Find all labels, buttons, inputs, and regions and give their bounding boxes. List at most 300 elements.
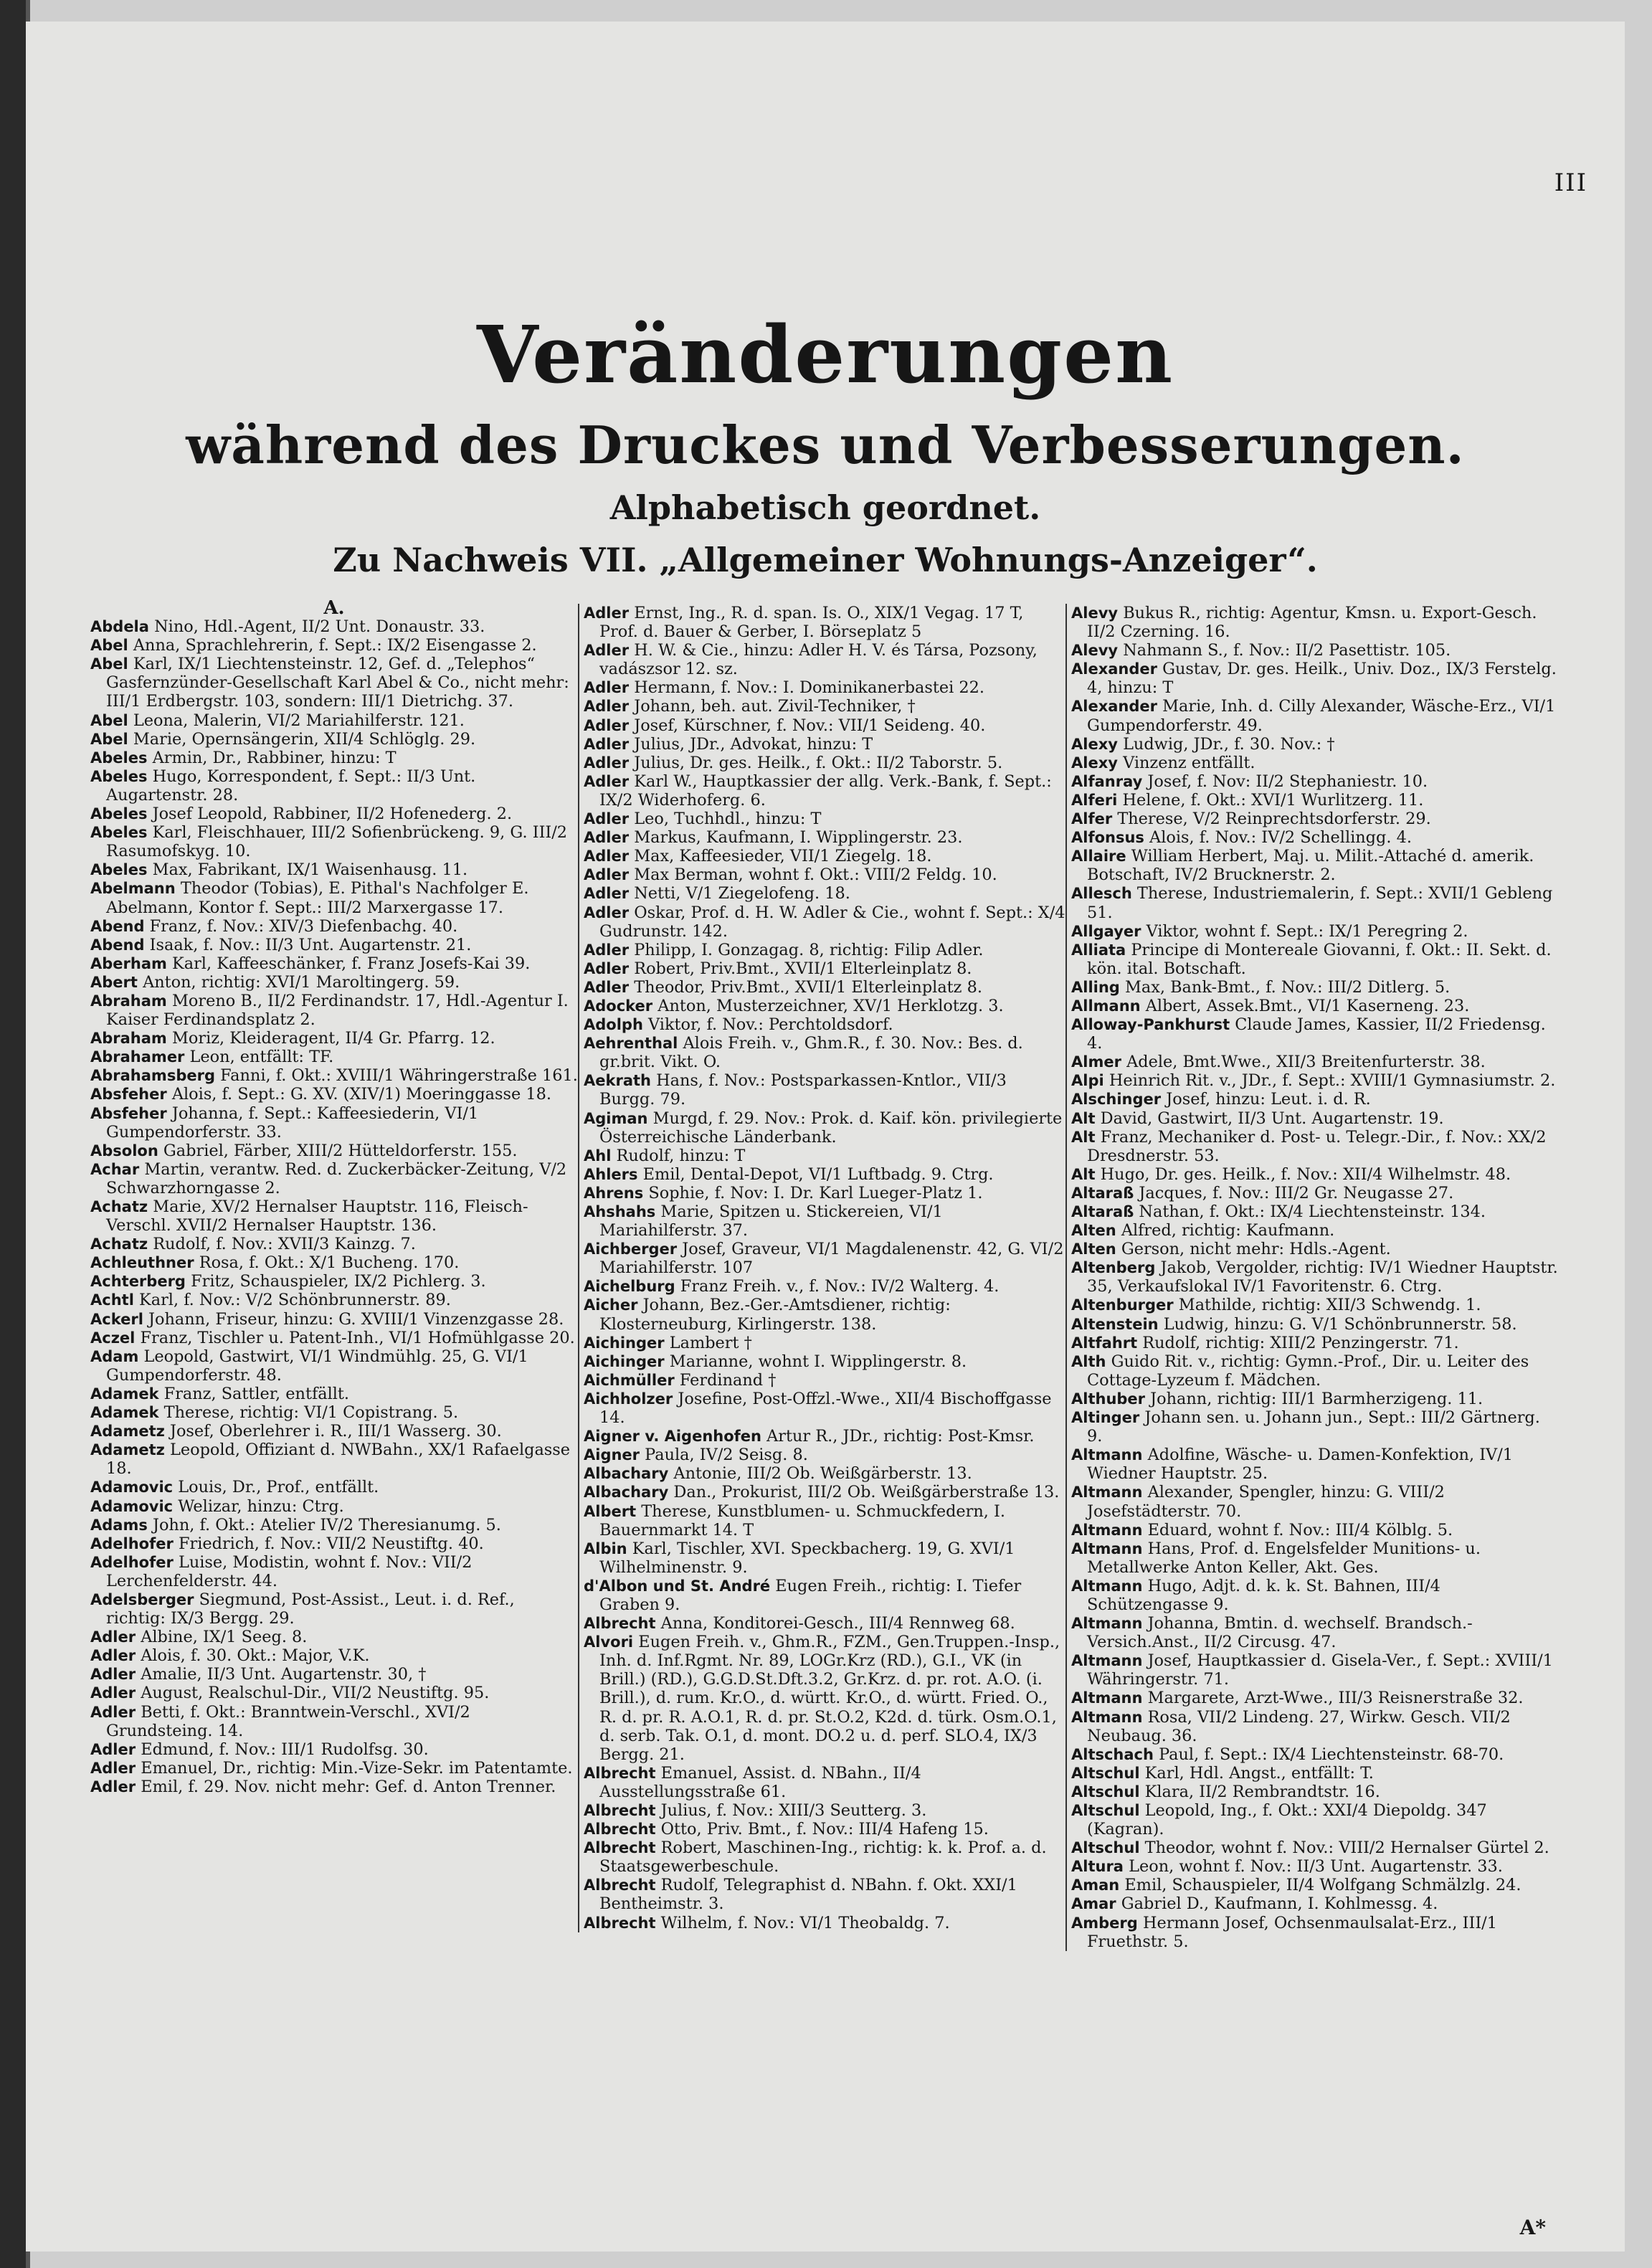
entry-surname: Adler (90, 1647, 136, 1665)
entry-details: Johann, beh. aut. Zivil-Techniker, † (634, 697, 916, 716)
entry-details: Welizar, hinzu: Ctrg. (178, 1496, 344, 1516)
directory-entry (1071, 941, 1559, 978)
entry-surname: Agiman (584, 1109, 648, 1127)
entry-surname: Absfeher (90, 1104, 167, 1122)
entry-details: Jacques, f. Nov.: III/2 Gr. Neugasse 27. (1139, 1183, 1454, 1202)
directory-entry (90, 805, 578, 823)
entry-surname: Allmann (1071, 997, 1141, 1015)
signature-mark: A* (1519, 2216, 1546, 2239)
entry-surname: Adler (584, 735, 630, 753)
entry-details: Emil, f. 29. Nov. nicht mehr: Gef. d. Anton Trenner. (141, 1777, 556, 1796)
directory-entry (584, 1147, 1065, 1165)
entry-surname: Altschul (1071, 1783, 1140, 1800)
entry-details: Bukus R., richtig: Agentur, Kmsn. u. Export-Gesch. II/2 Czerning. 16. (1087, 604, 1537, 642)
entry-details: Albert, Assek.Bmt., VI/1 Kaserneng. 23. (1145, 996, 1470, 1015)
directory-entry (90, 1759, 578, 1778)
directory-entry (1071, 1894, 1559, 1913)
directory-entry (1071, 1315, 1559, 1334)
entry-details: Wilhelm, f. Nov.: VI/1 Theobaldg. 7. (660, 1913, 950, 1932)
entry-surname: Alten (1071, 1240, 1116, 1258)
directory-entry (584, 1184, 1065, 1202)
directory-entry (1071, 1689, 1559, 1707)
entry-surname: Aekrath (584, 1072, 651, 1090)
entry-details: Josef, Graveur, VI/1 Magdalenenstr. 42, G. VI/2 Mariahilferstr. 107 (599, 1240, 1064, 1278)
directory-entry (1071, 1745, 1559, 1764)
entry-details: Rudolf, richtig: XIII/2 Penzingerstr. 71. (1142, 1333, 1459, 1352)
entry-details: Leon, entfällt: TF. (189, 1048, 334, 1067)
directory-entry (1071, 1015, 1559, 1053)
directory-entry (584, 959, 1065, 978)
entry-details: Josef, Hauptkassier d. Gisela-Ver., f. Sept.: XVIII/1 Währingerstr. 71. (1087, 1651, 1553, 1689)
entry-details: Viktor, wohnt f. Sept.: IX/1 Peregring 2. (1146, 921, 1468, 941)
directory-entry (584, 1240, 1065, 1277)
entry-surname: Adams (90, 1516, 148, 1534)
entry-surname: Abeles (90, 767, 148, 785)
entry-surname: Adelsberger (90, 1590, 194, 1608)
entry-surname: Adler (584, 772, 630, 790)
entry-details: Hugo, Dr. ges. Heilk., f. Nov.: XII/4 Wilhelmstr. 48. (1100, 1164, 1511, 1184)
directory-entry (90, 1048, 578, 1066)
entry-details: Johanna, Bmtin. d. wechself. Brandsch.-Versich.Anst., II/2 Circusg. 47. (1087, 1614, 1473, 1652)
directory-entry (90, 1441, 578, 1478)
entry-details: Eugen Freih., richtig: I. Tiefer Graben 9. (599, 1576, 1022, 1614)
entry-details: Oskar, Prof. d. H. W. Adler & Cie., wohnt f. Sept.: X/4 Gudrunstr. 142. (599, 903, 1065, 941)
entry-details: Emanuel, Dr., richtig: Min.-Vize-Sekr. im Patentamte. (141, 1758, 573, 1778)
entry-surname: Adler (584, 941, 630, 959)
entry-surname: Aberham (90, 954, 167, 972)
directory-entry (90, 1703, 578, 1740)
entry-details: Nino, Hdl.-Agent, II/2 Unt. Donaustr. 33. (154, 617, 485, 637)
entry-details: Leon, wohnt f. Nov.: II/3 Unt. Augartenstr. 33. (1129, 1857, 1503, 1876)
entry-surname: Adler (90, 1666, 136, 1684)
entry-details: Adolfine, Wäsche- u. Damen-Konfektion, IV/1 Wiedner Hauptstr. 25. (1087, 1446, 1514, 1484)
entry-details: Albine, IX/1 Seeg. 8. (141, 1628, 308, 1647)
directory-entry (584, 1277, 1065, 1296)
directory-entry (1071, 1071, 1559, 1090)
directory-entry (584, 847, 1065, 865)
entry-surname: Abrahamer (90, 1048, 185, 1066)
entry-surname: Albachary (584, 1465, 669, 1483)
directory-entry (90, 1310, 578, 1329)
entry-surname: Abeles (90, 749, 148, 767)
entry-surname: Adolph (584, 1016, 643, 1034)
entry-surname: Adler (584, 829, 630, 847)
entry-details: Gerson, nicht mehr: Hdls.-Agent. (1121, 1240, 1391, 1259)
directory-entry (584, 1539, 1065, 1577)
directory-entry (584, 1838, 1065, 1876)
entry-details: Adele, Bmt.Wwe., XII/3 Breitenfurterstr. 38. (1126, 1053, 1486, 1072)
entry-details: Karl, Fleischhauer, III/2 Sofienbrückeng. 9, G. III/2 Rasumofskyg. 10. (106, 823, 568, 861)
entry-surname: Adler (90, 1740, 136, 1758)
entry-surname: Altenberg (1071, 1259, 1156, 1277)
entry-surname: Achatz (90, 1235, 148, 1253)
entry-surname: Alloway-Pankhurst (1071, 1016, 1230, 1034)
directory-entry (1071, 754, 1559, 772)
entry-surname: Amberg (1071, 1914, 1138, 1932)
entry-surname: Aczel (90, 1329, 136, 1347)
entry-details: Guido Rit. v., richtig: Gymn.-Prof., Dir. u. Leiter des Cottage-Lyzeum f. Mädchen. (1087, 1352, 1529, 1390)
entry-surname: Albrecht (584, 1876, 656, 1894)
entry-surname: Adler (584, 679, 630, 697)
entry-details: Marie, Spitzen u. Stickereien, VI/1 Mariahilferstr. 37. (599, 1202, 943, 1240)
directory-entry (1071, 922, 1559, 941)
entry-surname: Adler (584, 698, 630, 716)
directory-entry (1071, 1483, 1559, 1520)
entry-surname: Aichberger (584, 1240, 678, 1258)
entry-surname: Alling (1071, 978, 1120, 996)
directory-entry (584, 1202, 1065, 1240)
entry-surname: Alliata (1071, 941, 1126, 959)
entry-surname: Abeles (90, 824, 148, 842)
directory-entry (584, 884, 1065, 903)
reference-heading: Zu Nachweis VII. „Allgemeiner Wohnungs-Anzeiger“. (333, 541, 1318, 579)
directory-entry (90, 860, 578, 879)
entry-details: Theodor, wohnt f. Nov.: VIII/2 Hernalser Gürtel 2. (1144, 1838, 1549, 1858)
entry-surname: Aicher (584, 1296, 638, 1314)
entry-surname: Adler (584, 604, 630, 622)
directory-entry (584, 1352, 1065, 1371)
section-letter: A. (323, 597, 345, 619)
directory-entry (584, 941, 1065, 959)
page-number: III (1554, 169, 1587, 197)
entry-surname: Adler (584, 642, 630, 660)
entry-surname: Adler (90, 1628, 136, 1646)
entry-details: Louis, Dr., Prof., entfällt. (178, 1478, 379, 1497)
entry-surname: Albrecht (584, 1839, 656, 1857)
directory-entry (1071, 1521, 1559, 1539)
entry-details: Max, Fabrikant, IX/1 Waisenhausg. 11. (152, 860, 468, 880)
entry-details: Robert, Maschinen-Ing., richtig: k. k. Prof. a. d. Staatsgewerbeschule. (599, 1838, 1047, 1876)
entry-details: Nahmann S., f. Nov.: II/2 Pasettistr. 105. (1123, 641, 1451, 660)
entry-details: Josef, Oberlehrer i. R., III/1 Wasserg. 30. (169, 1422, 502, 1441)
entry-surname: Achleuthner (90, 1254, 194, 1272)
directory-entry (584, 1820, 1065, 1838)
entry-details: Eduard, wohnt f. Nov.: III/4 Kölblg. 5. (1147, 1520, 1453, 1539)
directory-entry (90, 1272, 578, 1291)
entry-details: Karl W., Hauptkassier der allg. Verk.-Bank, f. Sept.: IX/2 Widerhoferg. 6. (599, 772, 1052, 810)
entry-surname: Ahrens (584, 1184, 644, 1202)
entry-surname: Altenburger (1071, 1296, 1174, 1314)
directory-entry (90, 1329, 578, 1347)
directory-entry (90, 1029, 578, 1048)
directory-entry (584, 1296, 1065, 1333)
entry-surname: Abend (90, 936, 145, 954)
entry-surname: Abraham (90, 992, 167, 1010)
entry-surname: Abel (90, 730, 128, 748)
entry-details: Leopold, Ing., f. Okt.: XXI/4 Diepoldg. 347 (Kagran). (1087, 1801, 1487, 1839)
entry-surname: Albachary (584, 1484, 669, 1501)
directory-entry (584, 1464, 1065, 1483)
entry-surname: Aehrenthal (584, 1035, 678, 1053)
directory-entry (90, 1478, 578, 1496)
entry-surname: Alfer (1071, 810, 1113, 828)
directory-entry (1071, 1053, 1559, 1071)
entry-surname: Achatz (90, 1198, 148, 1215)
entry-details: Lambert † (669, 1333, 752, 1352)
entry-details: Ferdinand † (679, 1370, 777, 1390)
directory-entry (1071, 997, 1559, 1015)
directory-entry (1071, 1838, 1559, 1857)
directory-entry (90, 1197, 578, 1235)
entry-surname: Altschul (1071, 1802, 1140, 1819)
entry-surname: Adelhofer (90, 1534, 174, 1552)
entry-details: Johann, Friseur, hinzu: G. XVIII/1 Vinzenzgasse 28. (148, 1309, 564, 1329)
entry-details: Friedrich, f. Nov.: VII/2 Neustiftg. 40. (178, 1534, 484, 1553)
entry-surname: Ackerl (90, 1310, 143, 1328)
directory-entry (1071, 1390, 1559, 1408)
entry-details: Vinzenz entfällt. (1123, 753, 1255, 772)
entry-surname: Alevy (1071, 604, 1119, 622)
entry-surname: Allgayer (1071, 922, 1141, 940)
directory-entry (90, 730, 578, 749)
entry-surname: Allesch (1071, 885, 1132, 903)
entry-details: Ernst, Ing., R. d. span. Is. O., XIX/1 Vegag. 17 T, Prof. d. Bauer & Gerber, I. Börseplatz 5 (599, 604, 1024, 642)
entry-surname: Adler (90, 1759, 136, 1777)
directory-entry (584, 716, 1065, 735)
directory-entry (1071, 1258, 1559, 1296)
entry-details: Viktor, f. Nov.: Perchtoldsdorf. (648, 1015, 893, 1035)
entry-surname: Achtl (90, 1291, 134, 1309)
entry-details: Anton, richtig: XVI/1 Maroltingerg. 59. (143, 972, 460, 992)
entry-details: Fritz, Schauspieler, IX/2 Pichlerg. 3. (191, 1272, 486, 1291)
directory-entry (1071, 735, 1559, 754)
entry-details: Josef, hinzu: Leut. i. d. R. (1166, 1090, 1371, 1109)
directory-entry (1071, 1408, 1559, 1446)
entry-surname: Absolon (90, 1142, 158, 1159)
entry-details: Emil, Dental-Depot, VI/1 Luftbadg. 9. Ctrg. (642, 1164, 994, 1184)
directory-entry (90, 1684, 578, 1702)
directory-entry (1071, 1914, 1559, 1951)
directory-entry (1071, 1296, 1559, 1314)
entry-surname: Achar (90, 1160, 140, 1178)
directory-entry (584, 997, 1065, 1015)
directory-entry (90, 636, 578, 655)
entry-surname: Almer (1071, 1053, 1121, 1071)
entry-surname: Altmann (1071, 1446, 1143, 1464)
entry-surname: Adam (90, 1347, 139, 1365)
entry-details: Martin, verantw. Red. d. Zuckerbäcker-Zeitung, V/2 Schwarzhorngasse 2. (106, 1159, 567, 1197)
entry-surname: Albrecht (584, 1821, 656, 1838)
entry-details: Moriz, Kleideragent, II/4 Gr. Pfarrg. 12. (171, 1029, 495, 1048)
directory-entry (90, 1422, 578, 1441)
directory-entry (1071, 1184, 1559, 1202)
entry-details: Therese, Kunstblumen- u. Schmuckfedern, I. Bauernmarkt 14. T (599, 1501, 1006, 1539)
directory-entry (90, 954, 578, 973)
entry-details: Therese, richtig: VI/1 Copistrang. 5. (163, 1403, 459, 1423)
directory-entry (584, 1334, 1065, 1352)
entry-details: Hans, f. Nov.: Postsparkassen-Kntlor., VII/3 Burgg. 79. (599, 1071, 1007, 1109)
entry-surname: Adler (584, 754, 630, 772)
entry-details: Theodor, Priv.Bmt., XVII/1 Elterleinplatz 8. (634, 977, 982, 997)
entry-details: Gabriel, Färber, XIII/2 Hütteldorferstr. 155. (163, 1141, 518, 1160)
directory-entry (1071, 1857, 1559, 1876)
directory-entry (1071, 847, 1559, 884)
entry-surname: Adler (584, 959, 630, 977)
entry-details: Karl, IX/1 Liechtensteinstr. 12, Gef. d. „Telephos“ Gasfernzünder-Gesellschaft Karl Abel & Co., nicht mehr: III/1 Erdbergstr. 103, sondern: III/1 Dietrichg. 37. (106, 655, 569, 711)
entry-details: Josef, f. Nov: II/2 Stephaniestr. 10. (1147, 772, 1428, 791)
entry-surname: Abeles (90, 861, 148, 879)
directory-entry (90, 1778, 578, 1796)
entry-details: Margarete, Arzt-Wwe., III/3 Reisnerstraße 32. (1147, 1689, 1524, 1708)
entry-details: Siegmund, Post-Assist., Leut. i. d. Ref., richtig: IX/3 Bergg. 29. (106, 1590, 515, 1628)
entry-details: William Herbert, Maj. u. Milit.-Attaché d. amerik. Botschaft, IV/2 Brucknerstr. 2. (1087, 847, 1534, 885)
entry-details: Max, Bank-Bmt., f. Nov.: III/2 Ditlerg. 5. (1124, 977, 1451, 997)
entry-details: Netti, V/1 Ziegelofeng. 18. (634, 884, 850, 903)
entry-surname: Altaraß (1071, 1184, 1134, 1202)
entry-details: John, f. Okt.: Atelier IV/2 Theresianumg. 5. (152, 1515, 501, 1534)
entry-surname: Albert (584, 1502, 637, 1520)
entry-surname: Adler (584, 885, 630, 903)
entry-details: Moreno B., II/2 Ferdinandstr. 17, Hdl.-Agentur I. Kaiser Ferdinandsplatz 2. (106, 991, 569, 1030)
entry-details: Paul, f. Sept.: IX/4 Liechtensteinstr. 68-70. (1159, 1745, 1504, 1764)
entry-details: Klara, II/2 Rembrandtstr. 16. (1144, 1782, 1380, 1801)
entry-surname: Ahlers (584, 1165, 638, 1183)
entry-surname: Adamek (90, 1404, 159, 1422)
entry-surname: Adelhofer (90, 1553, 174, 1571)
entry-surname: Adler (90, 1778, 136, 1795)
entry-details: Rosa, VII/2 Lindeng. 27, Wirkw. Gesch. VII/2 Neubaug. 36. (1087, 1707, 1511, 1745)
directory-entry (584, 1614, 1065, 1633)
directory-entry (1071, 1352, 1559, 1390)
directory-entry (90, 823, 578, 860)
entry-surname: Albrecht (584, 1615, 656, 1633)
entry-details: Anna, Sprachlehrerin, f. Sept.: IX/2 Eisengasse 2. (133, 636, 537, 655)
entry-surname: Alschinger (1071, 1091, 1162, 1109)
entry-details: Theodor (Tobias), E. Pithal's Nachfolger E. Abelmann, Kontor f. Sept.: III/2 Marxergasse 17. (106, 879, 529, 917)
entry-surname: Alexy (1071, 735, 1118, 753)
directory-entry (90, 917, 578, 936)
entry-surname: Albrecht (584, 1914, 656, 1932)
directory-entry (90, 1628, 578, 1646)
entry-details: Emil, Schauspieler, II/4 Wolfgang Schmälzlg. 24. (1124, 1876, 1522, 1895)
entry-surname: Aichholzer (584, 1390, 673, 1408)
entry-details: Karl, Tischler, XVI. Speckbacherg. 19, G. XVI/1 Wilhelminenstr. 9. (599, 1539, 1015, 1577)
directory-entry (584, 697, 1065, 716)
entry-details: Johann, richtig: III/1 Barmherzigeng. 11. (1150, 1389, 1484, 1408)
entry-details: Josef, Kürschner, f. Nov.: VII/1 Seideng. 40. (634, 716, 986, 735)
entry-details: Johanna, f. Sept.: Kaffeesiederin, VI/1 Gumpendorferstr. 33. (106, 1104, 479, 1142)
directory-entry (90, 1142, 578, 1160)
entry-surname: Abelmann (90, 880, 176, 898)
entry-surname: Abert (90, 973, 138, 991)
entry-details: Julius, Dr. ges. Heilk., f. Okt.: II/2 Taborstr. 5. (634, 753, 1003, 772)
entry-details: Hermann Josef, Ochsenmaulsalat-Erz., III/1 Fruethstr. 5. (1087, 1913, 1497, 1951)
entry-details: Helene, f. Okt.: XVI/1 Wurlitzerg. 11. (1122, 790, 1424, 810)
directory-entry (90, 1497, 578, 1516)
directory-entry (90, 1066, 578, 1085)
entry-surname: Abraham (90, 1030, 167, 1048)
entry-surname: Adler (90, 1684, 136, 1702)
directory-entry (90, 992, 578, 1029)
entry-surname: Allaire (1071, 848, 1126, 865)
entry-surname: Aichmüller (584, 1371, 675, 1389)
directory-entry (90, 1160, 578, 1197)
directory-entry (90, 1553, 578, 1590)
entry-details: Rudolf, hinzu: T (616, 1146, 746, 1165)
entry-surname: Adametz (90, 1423, 165, 1441)
directory-entry (584, 865, 1065, 884)
entry-details: Ludwig, hinzu: G. V/1 Schönbrunnerstr. 58. (1163, 1314, 1517, 1334)
entry-details: Principe di Montereale Giovanni, f. Okt.: II. Sekt. d. kön. ital. Botschaft. (1087, 940, 1552, 978)
entry-column-1 (90, 599, 578, 1796)
directory-entry (584, 903, 1065, 941)
directory-entry (90, 767, 578, 805)
entry-details: Hans, Prof. d. Engelsfelder Munitions- u. Metallwerke Anton Keller, Akt. Ges. (1087, 1539, 1481, 1577)
entry-surname: Abrahamsberg (90, 1067, 215, 1085)
directory-entry (90, 1665, 578, 1684)
entry-surname: Alt (1071, 1165, 1096, 1183)
directory-entry (1071, 1783, 1559, 1801)
directory-entry (90, 1253, 578, 1272)
directory-entry (90, 1740, 578, 1759)
entry-surname: Albrecht (584, 1764, 656, 1782)
entry-details: Betti, f. Okt.: Branntwein-Verschl., XVI/2 Grundsteing. 14. (106, 1702, 470, 1740)
directory-entry (584, 1914, 1065, 1932)
entry-details: David, Gastwirt, II/3 Unt. Augartenstr. 19. (1100, 1109, 1444, 1128)
entry-surname: Althuber (1071, 1390, 1146, 1408)
directory-entry (1071, 1801, 1559, 1838)
entry-surname: Altura (1071, 1858, 1124, 1876)
entry-details: Paula, IV/2 Seisg. 8. (645, 1446, 808, 1465)
entry-details: Philipp, I. Gonzagag. 8, richtig: Filip Adler. (634, 940, 984, 959)
entry-surname: Altmann (1071, 1539, 1143, 1557)
directory-entry (584, 1427, 1065, 1446)
directory-entry (1071, 1221, 1559, 1240)
directory-entry (584, 735, 1065, 754)
directory-entry (90, 879, 578, 916)
entry-details: Rudolf, f. Nov.: XVII/3 Kainzg. 7. (153, 1235, 416, 1254)
directory-entry (584, 1633, 1065, 1764)
entry-surname: Alevy (1071, 642, 1119, 660)
entry-details: Amalie, II/3 Unt. Augartenstr. 30, † (141, 1665, 427, 1684)
entry-details: Karl, Hdl. Angst., entfällt: T. (1144, 1763, 1374, 1783)
directory-entry (1071, 604, 1559, 641)
directory-entry (1071, 1577, 1559, 1614)
directory-entry (584, 604, 1065, 641)
entry-details: Julius, JDr., Advokat, hinzu: T (634, 734, 873, 754)
entry-surname: Abeles (90, 805, 148, 823)
directory-entry (90, 711, 578, 730)
entry-details: Franz, Sattler, entfällt. (163, 1384, 350, 1403)
entry-surname: Aichelburg (584, 1278, 675, 1296)
directory-entry (584, 810, 1065, 828)
entry-details: Hermann, f. Nov.: I. Dominikanerbastei 22. (634, 678, 985, 698)
entry-details: Therese, V/2 Reinprechtsdorferstr. 29. (1117, 810, 1431, 829)
entry-details: Leopold, Gastwirt, VI/1 Windmühlg. 25, G. VI/1 Gumpendorferstr. 48. (106, 1347, 528, 1385)
entry-surname: Amar (1071, 1895, 1116, 1913)
entry-details: Mathilde, richtig: XII/3 Schwendg. 1. (1178, 1296, 1481, 1315)
entry-details: Otto, Priv. Bmt., f. Nov.: III/4 Hafeng 15. (660, 1820, 989, 1839)
entry-details: Johann sen. u. Johann jun., Sept.: III/2 Gärtnerg. 9. (1087, 1408, 1540, 1446)
entry-details: Artur R., JDr., richtig: Post-Kmsr. (766, 1427, 1035, 1446)
entry-details: Marie, XV/2 Hernalser Hauptstr. 116, Fleisch-Verschl. XVII/2 Hernalser Hauptstr. 136. (106, 1197, 528, 1235)
directory-entry (90, 1291, 578, 1309)
entry-surname: Adocker (584, 997, 653, 1015)
directory-entry (584, 1034, 1065, 1071)
directory-entry (584, 1801, 1065, 1820)
directory-entry (584, 1577, 1065, 1614)
entry-surname: Altenstein (1071, 1315, 1159, 1333)
entry-details: Alois Freih. v., Ghm.R., f. 30. Nov.: Bes. d. gr.brit. Vikt. O. (599, 1034, 1023, 1072)
entry-surname: Altschach (1071, 1745, 1154, 1763)
entry-surname: Abel (90, 637, 128, 655)
entry-surname: Altinger (1071, 1409, 1140, 1427)
entry-surname: Adler (584, 716, 630, 734)
entry-details: Anton, Musterzeichner, XV/1 Herklotzg. 3. (658, 996, 1004, 1015)
entry-surname: Abel (90, 711, 128, 729)
entry-surname: Aigner (584, 1446, 640, 1464)
entry-details: Johann, Bez.-Ger.-Amtsdiener, richtig: Klosterneuburg, Kirlingerstr. 138. (599, 1296, 951, 1334)
